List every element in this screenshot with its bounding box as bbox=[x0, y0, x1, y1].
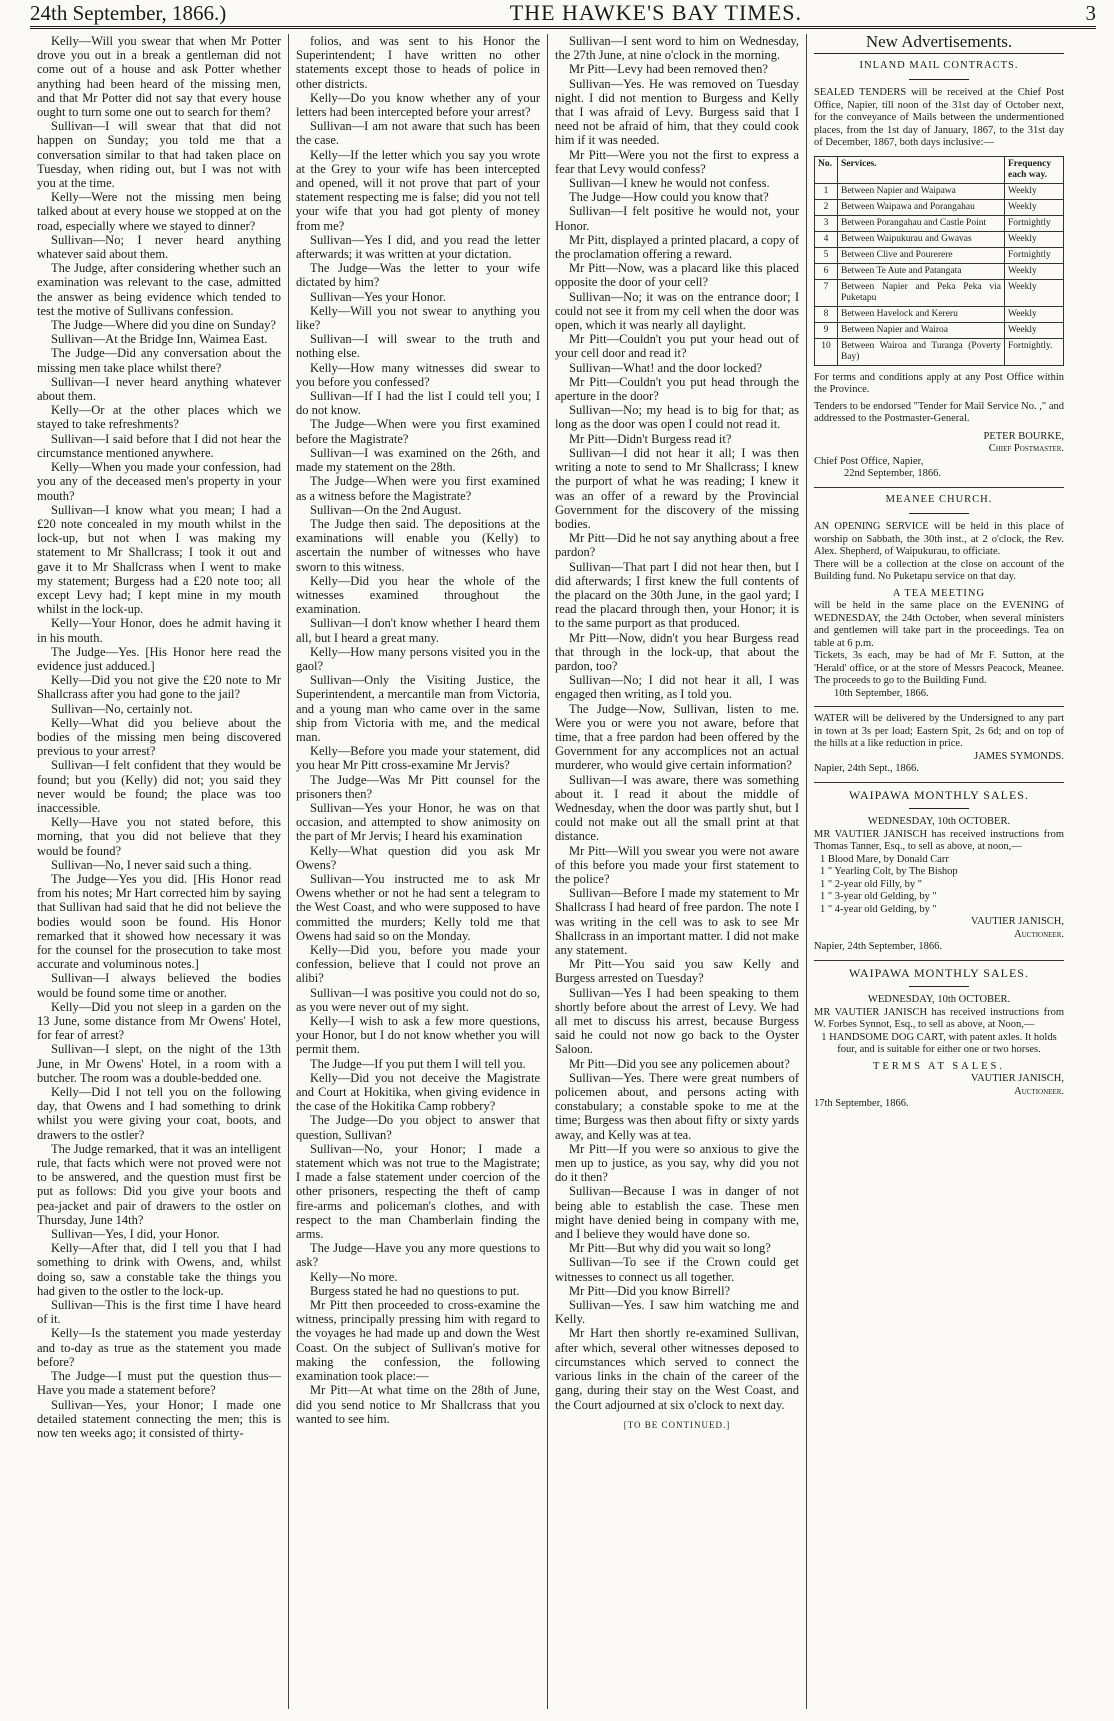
service-route: Between Waipukurau and Gwavas bbox=[838, 231, 1005, 247]
service-number: 1 bbox=[815, 183, 838, 199]
paragraph: Kelly—I wish to ask a few more questions, your Honor, but I do not know whether you will permit them. bbox=[296, 1014, 540, 1057]
service-number: 8 bbox=[815, 306, 838, 322]
paragraph: Kelly—Your Honor, does he admit having it in his mouth. bbox=[37, 616, 281, 645]
paragraph: Sullivan—I always believed the bodies would be found some time or another. bbox=[37, 971, 281, 1000]
paragraph: Sullivan—I said before that I did not hear the circumstance mentioned anywhere. bbox=[37, 431, 281, 460]
paragraph: Sullivan—Yes I had been speaking to them shortly before about the arrest of Levy. We had all met to discuss his arrest, because Burgess said he could not now go back to the Oyster Saloon. bbox=[555, 985, 799, 1057]
church-ad bbox=[814, 494, 1064, 708]
paragraph: Mr Pitt—At what time on the 28th of June, did you send notice to Mr Shallcrass that you wanted to see him. bbox=[296, 1383, 540, 1426]
paragraph: Sullivan—What! and the door locked? bbox=[569, 360, 762, 375]
paragraph: Sullivan—No; my head is to big for that; as long as the door was open I could not read it. bbox=[555, 403, 799, 432]
sale2-lot: 1 HANDSOME DOG CART, with patent axles. It holds four, and is suitable for either one or two horses. bbox=[821, 1031, 1057, 1055]
paragraph: Sullivan—To see if the Crown could get witnesses to connect us all together. bbox=[555, 1255, 799, 1284]
paragraph: The Judge—Do you object to answer that question, Sullivan? bbox=[296, 1113, 540, 1142]
paragraph: Mr Pitt—But why did you wait so long? bbox=[569, 1241, 771, 1256]
mail-date: 22nd September, 1866. bbox=[844, 468, 941, 479]
service-frequency: Fortnightly. bbox=[1005, 338, 1064, 365]
paragraph: Sullivan—On the 2nd August. bbox=[310, 502, 462, 517]
paragraph: Mr Pitt—Now, didn't you hear Burgess read that through in the lock-up, that about the pardon, too? bbox=[555, 630, 799, 673]
paragraph: Mr Hart then shortly re-examined Sullivan, after which, several other witnesses deposed to circumstances which served to connect the various links in the chain of the career of the gang, during their stay on the West Coast, and the Court adjourned at six o'clock to next day. bbox=[555, 1326, 799, 1412]
paragraph: Mr Pitt then proceeded to cross-examine the witness, principally pressing him with regard to the voyages he had made up and down the West Coast. On the subject of Sullivan's motive for making the confession, the following examination took place:— bbox=[296, 1298, 540, 1384]
paragraph: Mr Pitt—Did he not say anything about a free pardon? bbox=[555, 531, 799, 560]
paragraph: The Judge—Yes. [His Honor here read the evidence just adduced.] bbox=[37, 644, 281, 673]
paragraph: Sullivan—I sent word to him on Wednesday, the 27th June, at nine o'clock in the morning. bbox=[555, 34, 799, 63]
mail-endorse: Tenders to be endorsed "Tender for Mail Service No. ," and addressed to the Postmaster-General. bbox=[814, 400, 1064, 424]
service-frequency: Fortnightly bbox=[1005, 247, 1064, 263]
church-body: AN OPENING SERVICE will be held in this place of worship on Sabbath, the 30th inst., at 2 o'clock, the Rev. Alex. Shepherd, of Waipukurau, to officiate. bbox=[814, 521, 1064, 557]
sale1-signer: VAUTIER JANISCH, bbox=[970, 916, 1064, 927]
paragraph: Mr Pitt—Didn't Burgess read it? bbox=[569, 431, 732, 446]
paragraph: Kelly—If the letter which you say you wrote at the Grey to your wife has been intercepted and opened, will it not prove that part of your statement respecting me is false; did you not tell your wife that you had got plenty of money from me? bbox=[296, 147, 540, 233]
column-3-body bbox=[555, 34, 799, 1412]
paragraph: Sullivan—Because I was in danger of not being able to establish the case. These men might have denied being in company with me, and I believe they would have done so. bbox=[555, 1184, 799, 1242]
mail-contracts-ad bbox=[814, 60, 1064, 488]
masthead bbox=[30, 0, 1096, 29]
water-body: WATER will be delivered by the Undersigned to any part in town at 3s per load; Eastern Spit, 2s 6d; and on top of the hills at a like reduction in price. bbox=[814, 713, 1064, 749]
paragraph: The Judge—When were you first examined before the Magistrate? bbox=[296, 417, 540, 446]
paragraph: Sullivan—I will swear to the truth and nothing else. bbox=[296, 332, 540, 361]
service-route: Between Waipawa and Porangahau bbox=[838, 199, 1005, 215]
paragraph: Sullivan—I know what you mean; I had a £20 note concealed in my mouth whilst in the lock-up, but not when I was making my statement to Mr Shallcrass; I took it out and gave it to Mr Shallcrass when I went to make my statement; Burgess had a £20 note too; all except Levy had; I kept mine in my mouth whilst in the lock-up. bbox=[37, 502, 281, 617]
paragraph: Sullivan—No; it was on the entrance door; I could not see it from my cell when the door was open, which it was nearly all daylight. bbox=[555, 289, 799, 333]
sale-lot: 1 " 3-year old Gelding, by " bbox=[820, 891, 937, 902]
paragraph: Sullivan—I don't know whether I heard them all, but I heard a great many. bbox=[296, 616, 540, 645]
sale-lot: 1 Blood Mare, by Donald Carr bbox=[820, 853, 949, 865]
newspaper-title: THE HAWKE'S BAY TIMES. bbox=[509, 0, 803, 25]
sale1-lots bbox=[814, 854, 1064, 917]
water-ad bbox=[814, 713, 1064, 783]
paragraph: Mr Pitt—Were you not the first to express a fear that Levy would confess? bbox=[555, 147, 799, 176]
sale2-title: WAIPAWA MONTHLY SALES. bbox=[849, 965, 1029, 980]
table-row bbox=[815, 183, 1064, 199]
paragraph: Sullivan—I did not hear it all; I was then writing a note to send to Mr Shallcrass; I knew the purport of what he was reading; I knew it was an offer of a reward by the Provincial Government for the discovery of the missing bodies. bbox=[555, 445, 799, 531]
service-route: Between Porangahau and Castle Point bbox=[838, 215, 1005, 231]
sale1-title: WAIPAWA MONTHLY SALES. bbox=[849, 787, 1029, 802]
tea-meeting-body: will be held in the same place on the EVENING of WEDNESDAY, the 24th October, when several ministers and gentlemen will take part in the proceedings. Tea on table at 6 p.m. bbox=[814, 600, 1064, 649]
paragraph: The Judge, after considering whether such an examination was relevant to the case, admitted the answer as being evidence which tended to test the motive of Sullivans confession. bbox=[37, 261, 281, 318]
table-header-services: Services. bbox=[838, 156, 1005, 183]
paragraph: Sullivan—I knew he would not confess. bbox=[569, 176, 770, 191]
paragraph: Kelly—After that, did I tell you that I had something to drink with Owens, and, whilst doing so, saw a constable take the things you had given to the ostler to the lock-up. bbox=[37, 1241, 281, 1298]
paragraph: Kelly—Do you know whether any of your letters had been intercepted before your arrest? bbox=[296, 90, 540, 120]
advertisements-column bbox=[806, 34, 1071, 1709]
service-frequency: Weekly bbox=[1005, 263, 1064, 279]
divider bbox=[909, 808, 969, 809]
issue-date: 24th September, 1866.) bbox=[30, 0, 227, 25]
paragraph: Kelly—Did you, before you made your confession, believe that I could not prove an alibi? bbox=[296, 943, 540, 986]
table-row bbox=[815, 231, 1064, 247]
paragraph: Mr Pitt—Did you know Birrell? bbox=[569, 1283, 731, 1298]
sale2-role: Auctioneer. bbox=[1014, 1085, 1064, 1097]
sale-lot: 1 " Yearling Colt, by The Bishop bbox=[820, 866, 958, 877]
sale1-day: WEDNESDAY, 10th OCTOBER. bbox=[867, 816, 1011, 827]
page-number: 3 bbox=[1085, 0, 1096, 25]
paragraph: The Judge—Was Mr Pitt counsel for the prisoners then? bbox=[296, 772, 540, 801]
paragraph: Kelly—Were not the missing men being talked about at every house we stopped at on the road, especially where we stayed to dinner? bbox=[37, 190, 281, 233]
paragraph: Sullivan—I was examined on the 26th, and made my statement on the 28th. bbox=[296, 445, 540, 475]
service-route: Between Te Aute and Patangata bbox=[838, 263, 1005, 279]
to-be-continued: [TO BE CONTINUED.] bbox=[623, 1419, 731, 1430]
water-date: Napier, 24th Sept., 1866. bbox=[814, 763, 919, 774]
sale-lot: 1 " 2-year old Filly, by " bbox=[820, 878, 923, 890]
paragraph: folios, and was sent to his Honor the Superintendent; I have written no other statements except those to heads of police in other districts. bbox=[296, 34, 540, 91]
paragraph: The Judge then said. The depositions at the examinations will enable you (Kelly) to ascertain the number of witnesses who have sworn to this witness. bbox=[296, 516, 540, 574]
service-route: Between Napier and Wairoa bbox=[838, 322, 1005, 338]
paragraph: Mr Pitt—Couldn't you put your head out of your cell door and read it? bbox=[555, 332, 799, 361]
church-title: MEANEE CHURCH. bbox=[885, 493, 993, 505]
paragraph: The Judge—Yes you did. [His Honor read from his notes; Mr Hart corrected him by saying that Sullivan had said that he did not believe the bodies would soon be found. His Honor remarked that it showed how necessary it was for the counsel for the prosecution to take most accurate and voluminous notes.] bbox=[37, 871, 281, 972]
paragraph: Kelly—When you made your confession, had you any of the deceased men's property in your mouth? bbox=[37, 460, 281, 503]
service-frequency: Weekly bbox=[1005, 231, 1064, 247]
sale2-signer: VAUTIER JANISCH, bbox=[970, 1073, 1064, 1084]
table-row bbox=[815, 263, 1064, 279]
paragraph: Sullivan—That part I did not hear then, but I did afterwards; I first knew the full contents of the placard on the 30th June, in the gaol yard; I read the placard through then, your Honor; it is to the same purport as that produced. bbox=[555, 559, 799, 631]
service-route: Between Napier and Peka Peka via Puketapu bbox=[838, 279, 1005, 306]
column-3 bbox=[547, 34, 806, 1709]
column-1 bbox=[30, 34, 288, 1709]
paragraph: Kelly—Before you made your statement, did you hear Mr Pitt cross-examine Mr Jervis? bbox=[296, 744, 540, 773]
mail-signer: PETER BOURKE, bbox=[983, 430, 1064, 442]
paragraph: Kelly—Have you not stated before, this morning, that you did not believe that they would be found? bbox=[37, 815, 281, 858]
paragraph: Mr Pitt—Couldn't you put head through the aperture in the door? bbox=[555, 374, 799, 404]
paragraph: Sullivan—No; I did not hear it all, I was engaged then writing, as I told you. bbox=[555, 673, 799, 702]
service-route: Between Wairoa and Turanga (Poverty Bay) bbox=[838, 338, 1005, 365]
paragraph: Kelly—Will you swear that when Mr Potter drove you out in a break a gentleman did not come out of a house and ask Potter whether anything had been heard of the missing men, and that Mr Potter did not say that every house ought to turn some one out to search for them? bbox=[37, 34, 281, 120]
paragraph: The Judge remarked, that it was an intelligent rule, that facts which were not proved were not to be answered, and the question must first be put as follows: Did you give your boots and pea-jacket and pair of drawers to the ostler on Thursday, June 14th? bbox=[37, 1141, 281, 1227]
table-row bbox=[815, 215, 1064, 231]
tea-meeting-title: A TEA MEETING bbox=[892, 587, 986, 599]
service-number: 7 bbox=[815, 279, 838, 306]
service-frequency: Weekly bbox=[1005, 279, 1064, 306]
paragraph: Mr Pitt—Will you swear you were not aware of this before you made your first statement to the police? bbox=[555, 843, 799, 886]
divider bbox=[909, 79, 969, 80]
service-number: 2 bbox=[815, 199, 838, 215]
paragraph: Sullivan—Yes, I did, your Honor. bbox=[51, 1227, 220, 1242]
paragraph: Sullivan—Yes your Honor, he was on that occasion, and attempted to show animosity on the part of Mr Jervis; I heard his examination bbox=[296, 800, 540, 844]
paragraph: The Judge—How could you know that? bbox=[569, 190, 769, 205]
paragraph: Kelly—What question did you ask Mr Owens? bbox=[296, 843, 540, 872]
paragraph: Kelly—No more. bbox=[310, 1269, 398, 1284]
table-row bbox=[815, 338, 1064, 365]
table-header-frequency: Frequency each way. bbox=[1005, 156, 1064, 183]
paragraph: Sullivan—Yes. He was removed on Tuesday night. I did not mention to Burgess and Kelly that I was afraid of Levy. Burgess said that I need not be afraid of him, that they could cook him if it was needed. bbox=[555, 76, 799, 148]
paragraph: Kelly—Did you not give the £20 note to Mr Shallcrass after you had gone to the jail? bbox=[37, 673, 281, 702]
paragraph: The Judge—Now, Sullivan, listen to me. Were you or were you not aware, before that time, that a free pardon had been offered by the Government for any accomplices not an actual murderer, who would give certain information? bbox=[555, 701, 799, 773]
sale1-date: Napier, 24th September, 1866. bbox=[814, 941, 943, 952]
paragraph: The Judge—Was the letter to your wife dictated by him? bbox=[296, 261, 540, 290]
table-row bbox=[815, 199, 1064, 215]
paragraph: Sullivan—No, I never said such a thing. bbox=[51, 857, 252, 872]
divider bbox=[909, 513, 969, 514]
service-number: 9 bbox=[815, 322, 838, 338]
page-columns bbox=[30, 34, 1096, 1709]
paragraph: Kelly—Did you hear the whole of the witnesses examined throughout the examination. bbox=[296, 573, 540, 617]
ads-heading: New Advertisements. bbox=[814, 36, 1064, 54]
divider bbox=[909, 986, 969, 987]
paragraph: Sullivan—Yes your Honor. bbox=[310, 289, 446, 304]
paragraph: Sullivan—I never heard anything whatever about them. bbox=[37, 374, 281, 404]
sale2-body: MR VAUTIER JANISCH has received instructions from W. Forbes Synnot, Esq., to sell as above, at Noon,— bbox=[814, 1006, 1064, 1030]
paragraph: Kelly—Or at the other places which we stayed to take refreshments? bbox=[37, 403, 281, 432]
service-frequency: Fortnightly bbox=[1005, 215, 1064, 231]
mail-title: INLAND MAIL CONTRACTS. bbox=[859, 59, 1019, 71]
paragraph: Kelly—Will you not swear to anything you like? bbox=[296, 303, 540, 333]
paragraph: Kelly—Is the statement you made yesterday and to-day as true as the statement you made before? bbox=[37, 1326, 281, 1369]
paragraph: Sullivan—I will swear that that did not happen on Sunday; you told me that a conversation similar to that had taken place on Tuesday, when riding out, but I was not with you at the time. bbox=[37, 119, 281, 191]
paragraph: Mr Pitt—Levy had been removed then? bbox=[569, 62, 768, 77]
paragraph: Sullivan—I was positive you could not do so, as you were never out of my sight. bbox=[296, 985, 540, 1014]
church-date: 10th September, 1866. bbox=[834, 687, 929, 699]
column-2 bbox=[288, 34, 547, 1709]
mail-terms: For terms and conditions apply at any Post Office within the Province. bbox=[814, 371, 1064, 395]
service-frequency: Weekly bbox=[1005, 183, 1064, 199]
table-header-no: No. bbox=[815, 156, 838, 183]
waipawa-sale-ad-1 bbox=[814, 789, 1064, 961]
paragraph: Kelly—How many persons visited you in the gaol? bbox=[296, 644, 540, 673]
paragraph: Sullivan—At the Bridge Inn, Waimea East. bbox=[51, 332, 268, 347]
service-number: 6 bbox=[815, 263, 838, 279]
paragraph: Sullivan—Yes. There were great numbers of policemen about, and persons acting with constabulary; a constable spoke to me at the time; Burgess was then about fifty or sixty yards away, and Kelly was at tea. bbox=[555, 1070, 799, 1142]
paragraph: Kelly—Did you not sleep in a garden on the 13 June, some distance from Mr Owens' Hotel, for fear of arrest? bbox=[37, 999, 281, 1043]
paragraph: The Judge—I must put the question thus—Have you made a statement before? bbox=[37, 1369, 281, 1398]
paragraph: The Judge—If you put them I will tell you. bbox=[310, 1056, 526, 1071]
paragraph: Sullivan—You instructed me to ask Mr Owens whether or not he had sent a telegram to the West Coast, and who were supposed to have committed the murders; Kelly told me that Owens had said so on the Monday. bbox=[296, 871, 540, 943]
paragraph: The Judge—Have you any more questions to ask? bbox=[296, 1241, 540, 1270]
paragraph: Sullivan—I slept, on the night of the 13th June, in Mr Owens' Hotel, in a room with a butcher. The room was a double-bedded one. bbox=[37, 1042, 281, 1085]
service-frequency: Weekly bbox=[1005, 306, 1064, 322]
paragraph: Sullivan—I felt positive he would not, your Honor. bbox=[555, 204, 799, 233]
paragraph: Sullivan—I was aware, there was something about it. I read it about the middle of Wednesday, when the door was partly shut, but I could not make out all the small print at that distance. bbox=[555, 772, 799, 844]
paragraph: Burgess stated he had no questions to put. bbox=[310, 1283, 520, 1298]
service-route: Between Havelock and Kereru bbox=[838, 306, 1005, 322]
paragraph: Sullivan—No, your Honor; I made a statement which was not true to the Magistrate; I made a false statement under coercion of the other prisoners, respecting the theft of camp fire-arms and policeman's clothes, and with respect to the man Chamberlain finding the arms. bbox=[296, 1141, 540, 1242]
sale2-day: WEDNESDAY, 10th OCTOBER. bbox=[867, 994, 1011, 1005]
paragraph: Sullivan—I felt confident that they would be found; but you (Kelly) did not; you said they never would be found; the place was too inaccessible. bbox=[37, 758, 281, 815]
mail-place: Chief Post Office, Napier, bbox=[814, 455, 924, 467]
service-route: Between Clive and Pourerere bbox=[838, 247, 1005, 263]
paragraph: Sullivan—If I had the list I could tell you; I do not know. bbox=[296, 389, 540, 418]
paragraph: Mr Pitt—Did you see any policemen about? bbox=[569, 1056, 790, 1071]
paragraph: Mr Pitt—You said you saw Kelly and Burgess arrested on Tuesday? bbox=[555, 957, 799, 986]
sale1-body: MR VAUTIER JANISCH has received instructions from Thomas Tanner, Esq., to sell as above, at noon,— bbox=[814, 828, 1064, 852]
paragraph: Kelly—Did you not deceive the Magistrate and Court at Hokitika, when giving evidence in the case of the Hokitika Camp robbery? bbox=[296, 1070, 540, 1114]
paragraph: Sullivan—Yes. I saw him watching me and Kelly. bbox=[555, 1298, 799, 1327]
sale-lot: 1 " 4-year old Gelding, by " bbox=[820, 903, 937, 915]
sale2-terms: TERMS AT SALES. bbox=[872, 1060, 1006, 1072]
water-signer: JAMES SYMONDS. bbox=[974, 750, 1064, 762]
paragraph: The Judge—Where did you dine on Sunday? bbox=[51, 318, 276, 333]
paragraph: Kelly—How many witnesses did swear to you before you confessed? bbox=[296, 360, 540, 389]
table-row bbox=[815, 247, 1064, 263]
table-row bbox=[815, 322, 1064, 338]
table-row bbox=[815, 279, 1064, 306]
service-number: 3 bbox=[815, 215, 838, 231]
paragraph: Sullivan—No, certainly not. bbox=[51, 701, 193, 716]
mail-signer-role: Chief Postmaster. bbox=[988, 443, 1064, 454]
sale1-role: Auctioneer. bbox=[1014, 928, 1064, 940]
services-table bbox=[814, 156, 1064, 366]
paragraph: Sullivan—No; I never heard anything whatever said about them. bbox=[37, 232, 281, 262]
waipawa-sale-ad-2 bbox=[814, 967, 1064, 1111]
paragraph: Kelly—What did you believe about the bodies of the missing men being discovered previous to your arrest? bbox=[37, 715, 281, 759]
paragraph: Sullivan—Yes, your Honor; I made one detailed statement connecting the men; this is now ten weeks ago; it consisted of thirty- bbox=[37, 1397, 281, 1440]
paragraph: Sullivan—This is the first time I have heard of it. bbox=[37, 1298, 281, 1327]
service-number: 5 bbox=[815, 247, 838, 263]
service-frequency: Weekly bbox=[1005, 199, 1064, 215]
paragraph: Sullivan—Only the Visiting Justice, the Superintendent, a mercantile man from Victoria, and a young man who came over in the same ship from Victoria with me, and the medical man. bbox=[296, 673, 540, 744]
service-number: 10 bbox=[815, 338, 838, 365]
paragraph: Mr Pitt, displayed a printed placard, a copy of the proclamation offering a reward. bbox=[555, 232, 799, 262]
paragraph: Sullivan—Before I made my statement to Mr Shallcrass I had heard of free pardon. The note I was writing in the cell was to ask to see Mr Shallcrass in an important matter. I did not make any statement. bbox=[555, 886, 799, 957]
table-row bbox=[815, 306, 1064, 322]
paragraph: The Judge—Did any conversation about the missing men take place whilst there? bbox=[37, 346, 281, 375]
church-body-2: There will be a collection at the close on account of the Building fund. No Puketapu service on that day. bbox=[814, 558, 1064, 582]
paragraph: Sullivan—I am not aware that such has been the case. bbox=[296, 119, 540, 148]
mail-body: SEALED TENDERS will be received at the Chief Post Office, Napier, till noon of the 31st day of October next, for the conveyance of Mails between the undermentioned places, from the 1st day of January, 1867, to the 31st day of December, 1867, both days inclusive:— bbox=[814, 87, 1064, 148]
paragraph: Sullivan—Yes I did, and you read the letter afterwards; it was written at your dictation. bbox=[296, 232, 540, 262]
paragraph: Kelly—Did I not tell you on the following day, that Owens and I had something to drink whilst you were giving your coat, boots, and drawers to the ostler? bbox=[37, 1085, 281, 1142]
paragraph: Mr Pitt—If you were so anxious to give the men up to justice, as you say, why did you not do it then? bbox=[555, 1141, 799, 1185]
sale2-date: 17th September, 1866. bbox=[814, 1098, 909, 1109]
paragraph: Mr Pitt—Now, was a placard like this placed opposite the door of your cell? bbox=[555, 261, 799, 290]
service-route: Between Napier and Waipawa bbox=[838, 183, 1005, 199]
paragraph: The Judge—When were you first examined as a witness before the Magistrate? bbox=[296, 474, 540, 503]
service-frequency: Weekly bbox=[1005, 322, 1064, 338]
tea-tickets: Tickets, 3s each, may be had of Mr F. Sutton, at the 'Herald' office, or at the store of Messrs Peacock, Meanee. The proceeds to go to the Building Fund. bbox=[814, 650, 1064, 686]
service-number: 4 bbox=[815, 231, 838, 247]
